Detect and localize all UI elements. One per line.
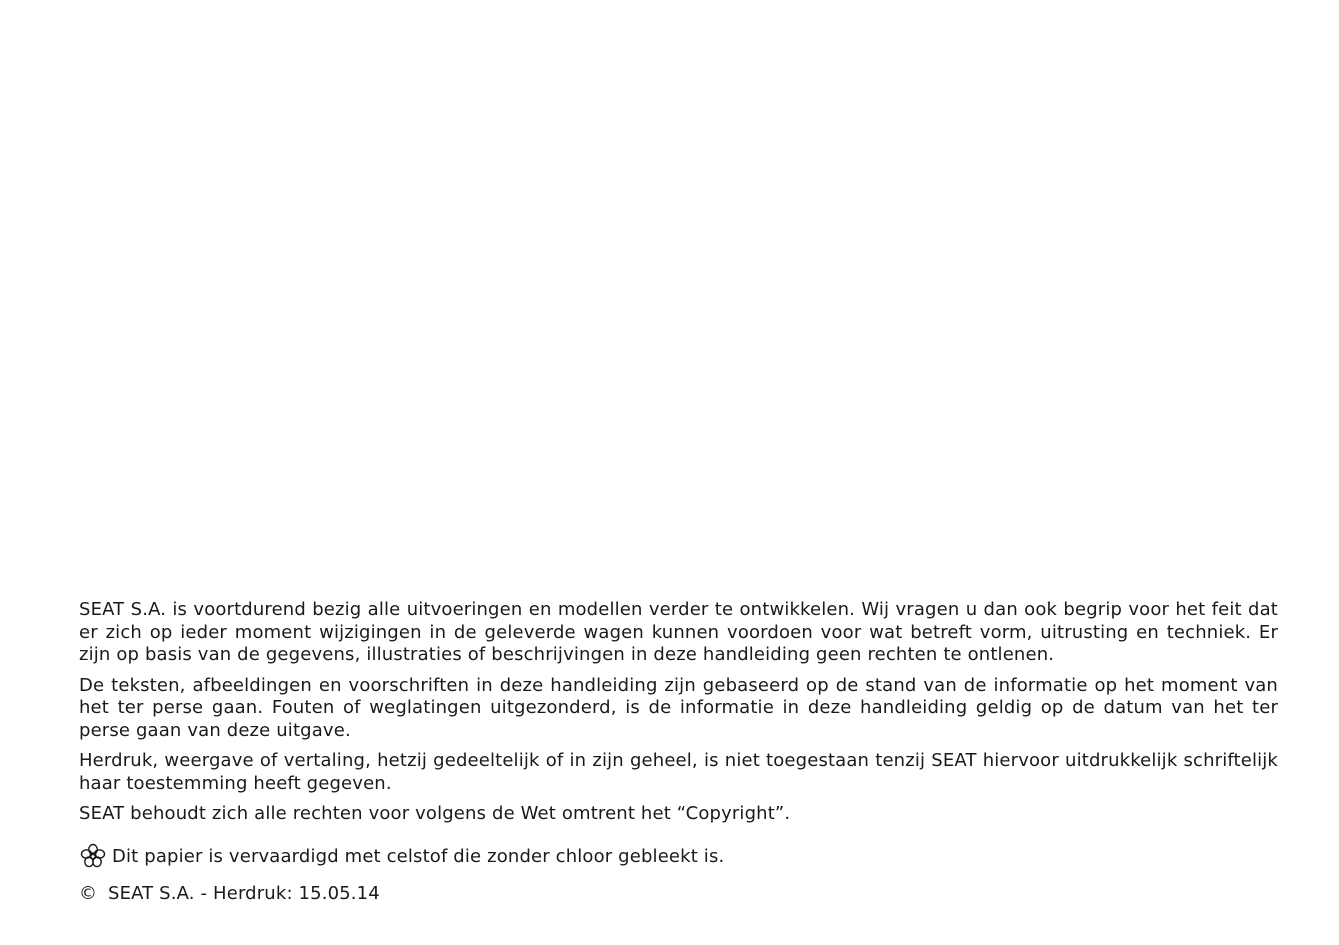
copyright-text: SEAT S.A. - Herdruk: 15.05.14	[108, 883, 380, 904]
legal-notice	[79, 599, 1278, 834]
paragraph-information: De teksten, afbeeldingen en voorschriften in deze handleiding zijn gebaseerd op de stand van de informatie op het moment van het ter perse gaan. Fouten of weglatingen uitgezonderd, is de informatie in deze handleiding geldig op de datum van het ter perse gaan van deze uitgave.	[79, 674, 1278, 741]
eco-paper-notice	[79, 842, 724, 870]
flower-icon	[79, 842, 107, 870]
paragraph-reprint: Herdruk, weergave of vertaling, hetzij gedeeltelijk of in zijn geheel, is niet toegestaan tenzij SEAT hiervoor uitdrukkelijk schriftelijk haar toestemming heeft gegeven.	[79, 750, 1278, 794]
copyright-symbol: ©	[79, 883, 98, 904]
paragraph-copyright-rights: SEAT behoudt zich alle rechten voor volgens de Wet omtrent het “Copyright”.	[79, 803, 791, 824]
eco-paper-text: Dit papier is vervaardigd met celstof die zonder chloor gebleekt is.	[112, 845, 725, 867]
copyright-notice	[79, 882, 380, 906]
paragraph-development: SEAT S.A. is voortdurend bezig alle uitvoeringen en modellen verder te ontwikkelen. Wij vragen u dan ook begrip voor het feit dat er zich op ieder moment wijzigingen in de geleverde wagen kunnen voordoen voor wat betreft vorm, uitrusting en techniek. Er zijn op basis van de gegevens, illustraties of beschrijvingen in deze handleiding geen rechten te ontlenen.	[79, 599, 1278, 665]
